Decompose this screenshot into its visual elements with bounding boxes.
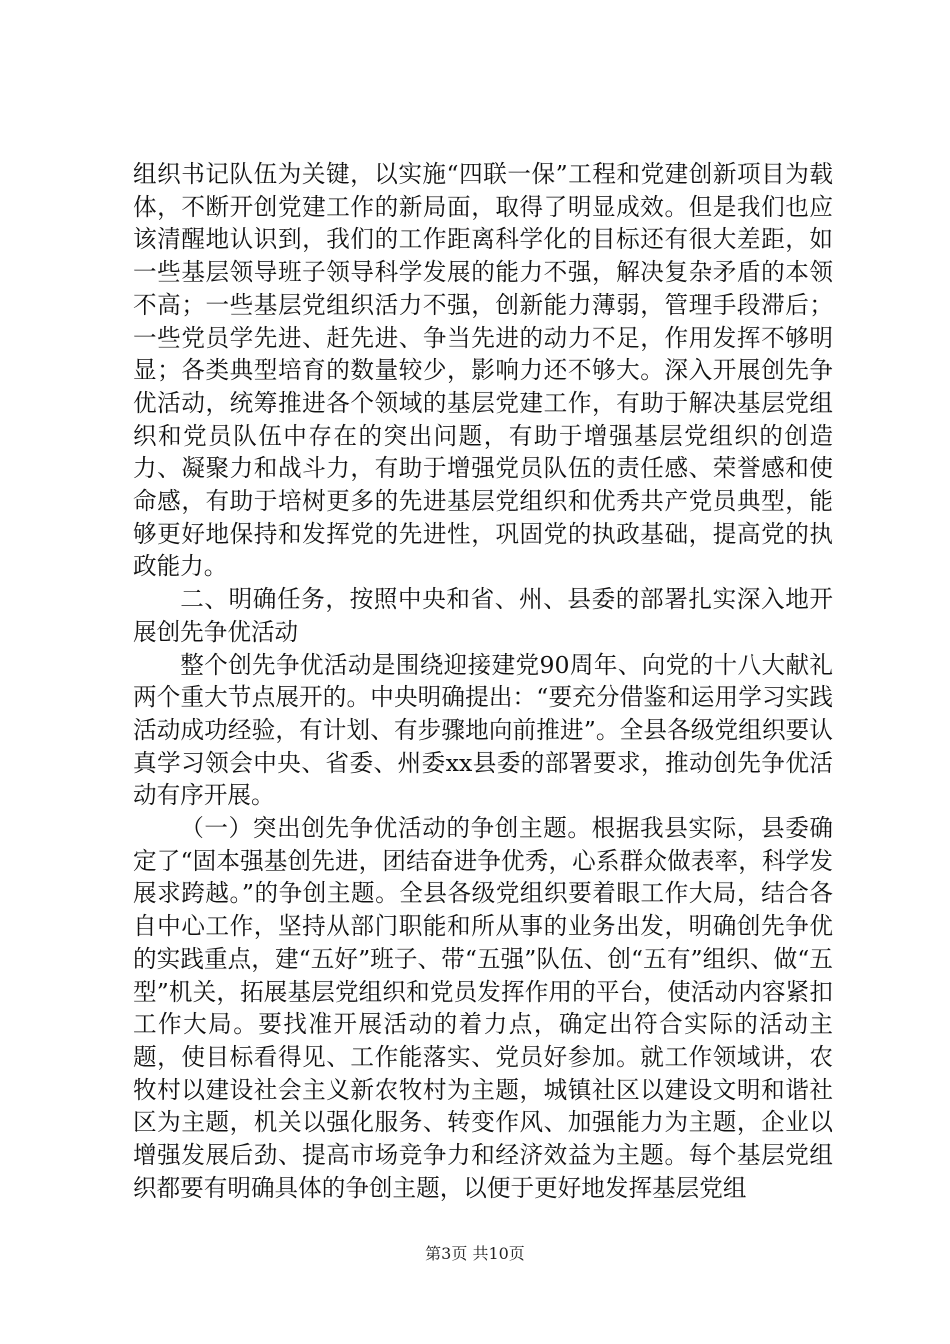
- document-body: [133, 158, 833, 1205]
- paragraph: 整个创先争优活动是围绕迎接建党90周年、向党的十八大献礼两个重大节点展开的。中央明确提出：“要充分借鉴和运用学习实践活动成功经验，有计划、有步骤地向前推进”。全县各级党组织要认真学习领会中央、省委、州委xx县委的部署要求，推动创先争优活动有序开展。: [133, 650, 833, 810]
- section-heading: 二、明确任务，按照中央和省、州、县委的部署扎实深入地开展创先争优活动: [133, 585, 833, 646]
- paragraph-continuation: 组织书记队伍为关键，以实施“四联一保”工程和党建创新项目为载体，不断开创党建工作的新局面，取得了明显成效。但是我们也应该清醒地认识到，我们的工作距离科学化的目标还有很大差距，如一些基层领导班子领导科学发展的能力不强，解决复杂矛盾的本领不高；一些基层党组织活力不强，创新能力薄弱，管理手段滞后；一些党员学先进、赶先进、争当先进的动力不足，作用发挥不够明显；各类典型培育的数量较少，影响力还不够大。深入开展创先争优活动，统筹推进各个领域的基层党建工作，有助于解决基层党组织和党员队伍中存在的突出问题，有助于增强基层党组织的创造力、凝聚力和战斗力，有助于增强党员队伍的责任感、荣誉感和使命感，有助于培树更多的先进基层党组织和优秀共产党员典型，能够更好地保持和发挥党的先进性，巩固党的执政基础，提高党的执政能力。: [133, 160, 833, 581]
- page-footer: 第3页 共10页: [425, 1244, 525, 1263]
- paragraph: （一）突出创先争优活动的争创主题。根据我县实际，县委确定了“固本强基创先进，团结奋进争优秀，心系群众做表率，科学发展求跨越。”的争创主题。全县各级党组织要着眼工作大局，结合各自中心工作，坚持从部门职能和所从事的业务出发，明确创先争优的实践重点，建“五好”班子、带“五强”队伍、创“五有”组织、做“五型”机关，拓展基层党组织和党员发挥作用的平台，使活动内容紧扣工作大局。要找准开展活动的着力点，确定出符合实际的活动主题，使目标看得见、工作能落实、党员好参加。就工作领域讲，农牧村以建设社会主义新农牧村为主题，城镇社区以建设文明和谐社区为主题，机关以强化服务、转变作风、加强能力为主题，企业以增强发展后劲、提高市场竞争力和经济效益为主题。每个基层党组织都要有明确具体的争创主题，以便于更好地发挥基层党组: [133, 814, 833, 1202]
